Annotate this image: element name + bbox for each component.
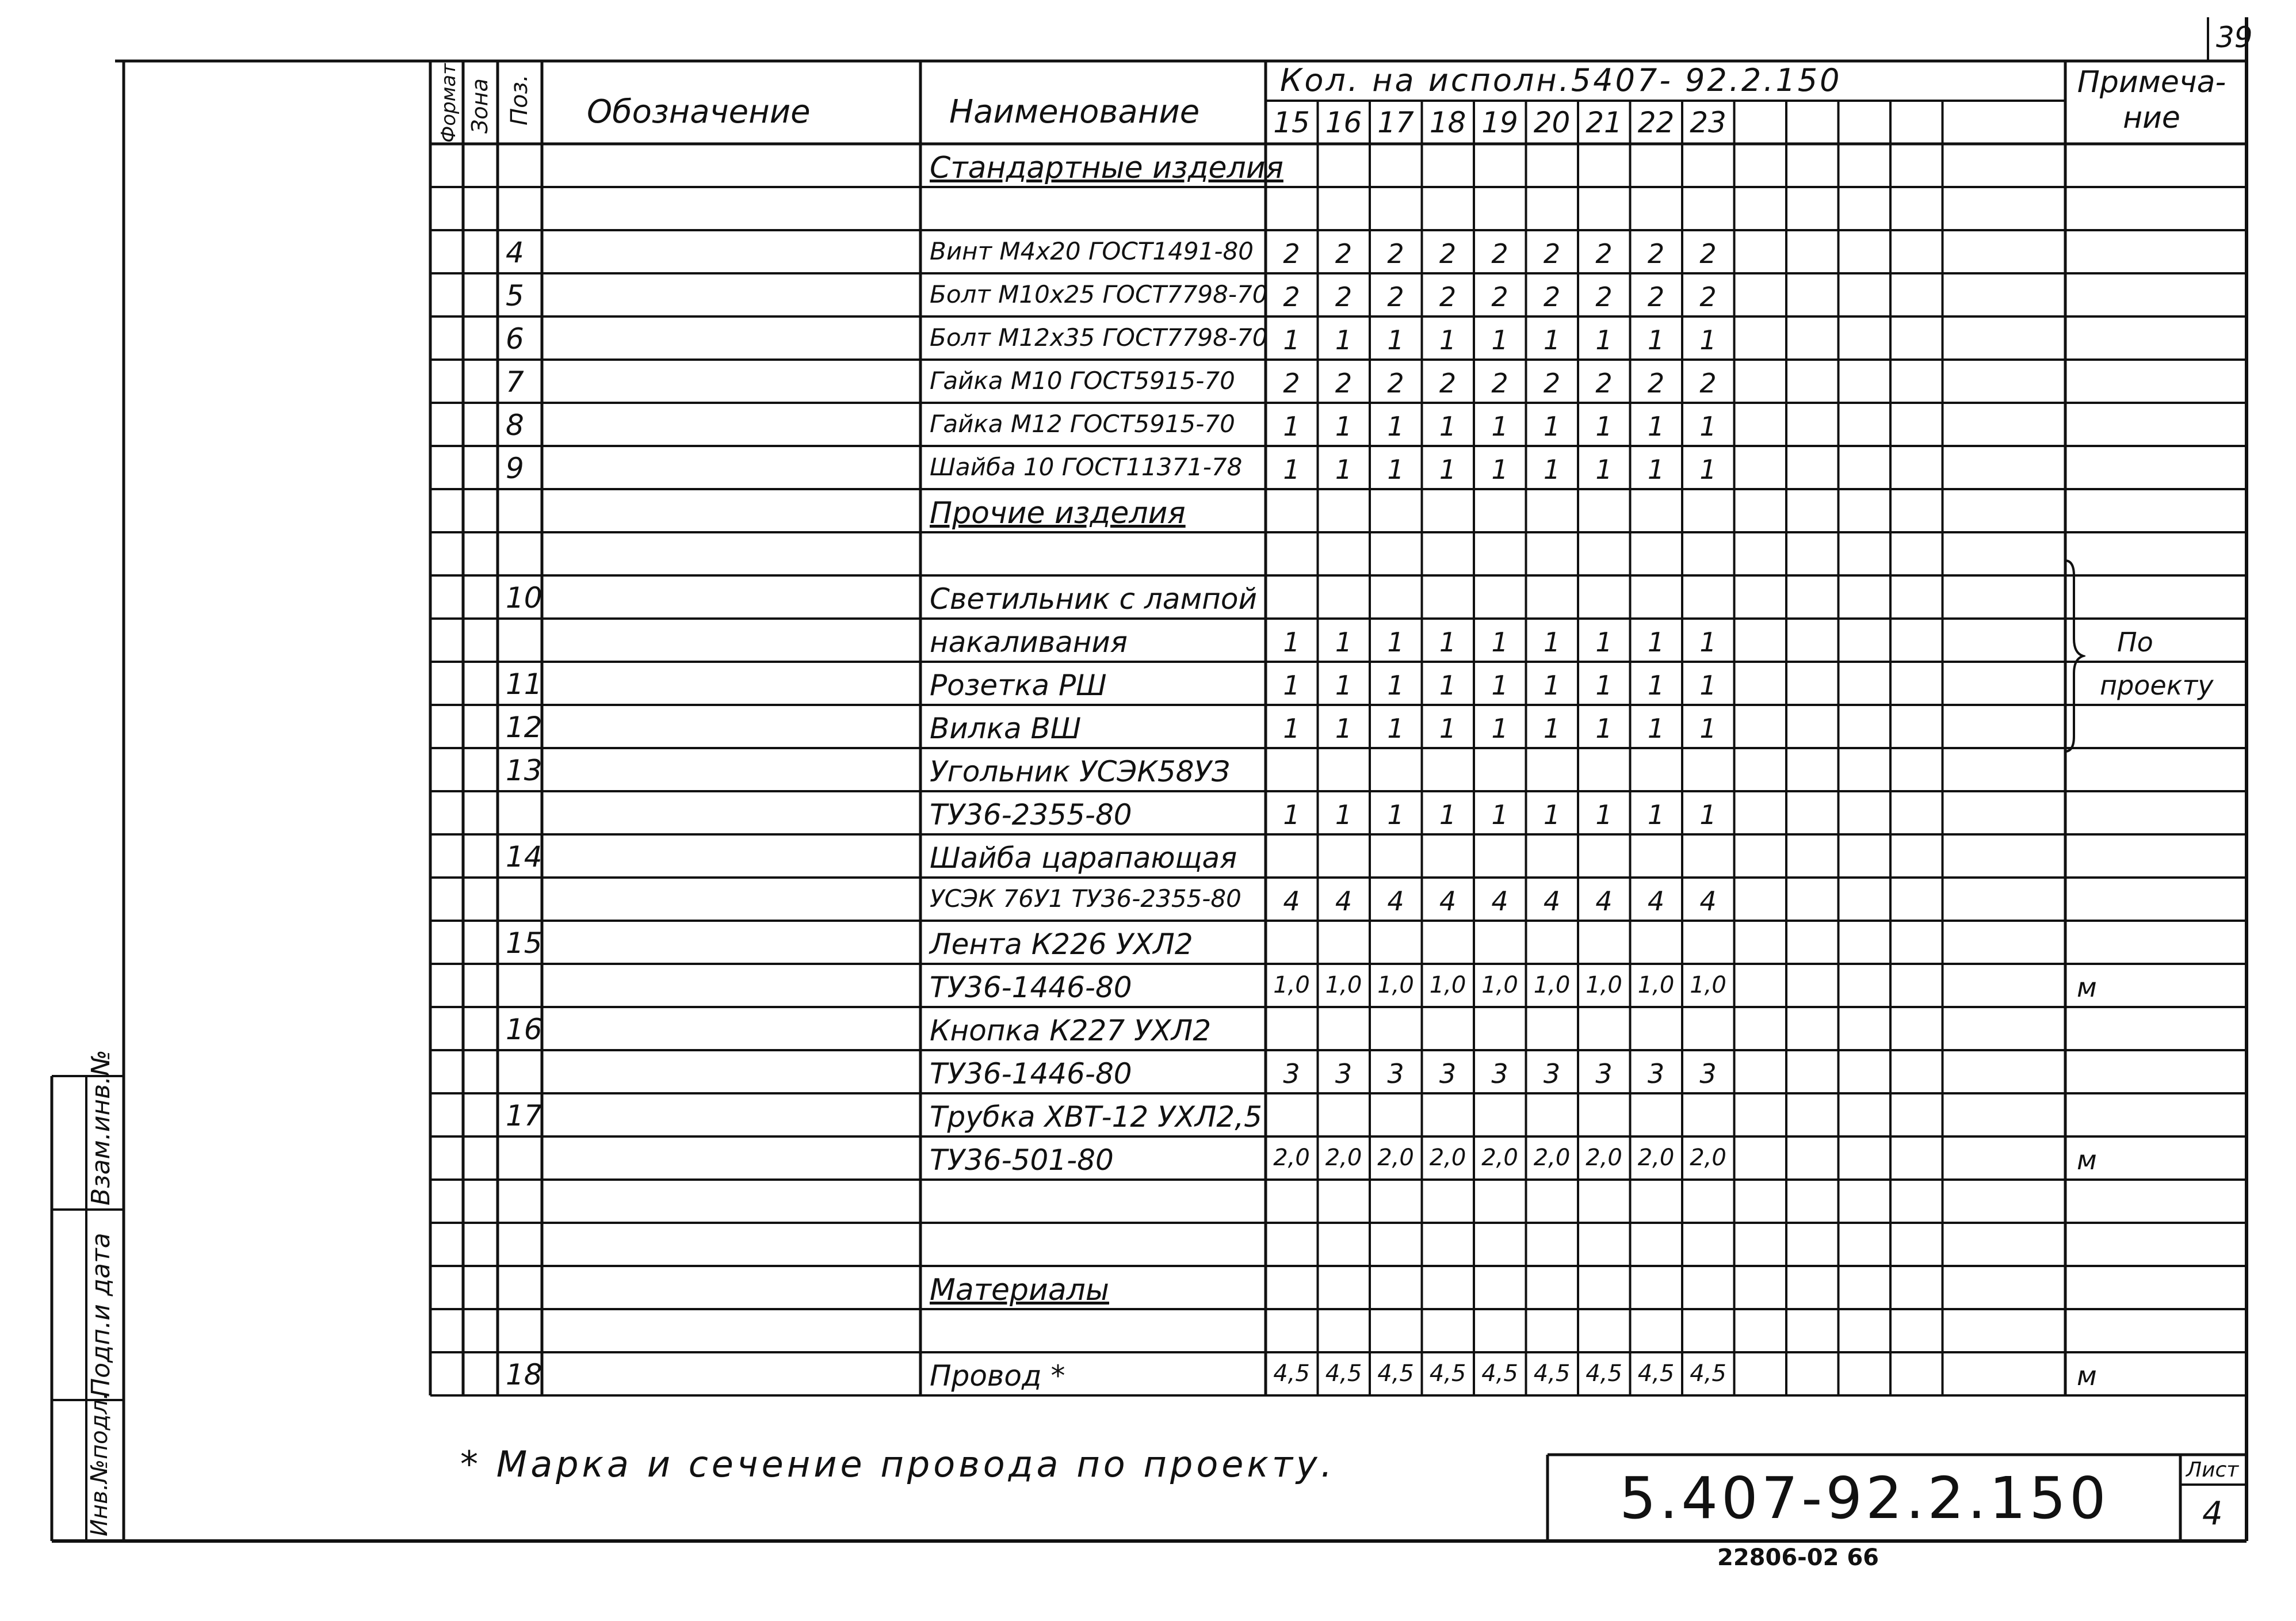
row-name: Гайка М10 ГОСТ5915-70 <box>930 367 1235 395</box>
qty-cell: 1 <box>1491 325 1508 356</box>
header-qty-title: Кол. на исполн.5407- 92.2.150 <box>1280 62 1842 98</box>
header-name: Наименование <box>949 93 1200 131</box>
qty-cell: 2 <box>1595 238 1613 269</box>
qty-cell: 2 <box>1439 238 1457 269</box>
qty-cell: 1 <box>1439 670 1457 701</box>
header-designation: Обозначение <box>587 93 811 131</box>
qty-cell: 1 <box>1699 670 1717 701</box>
qty-cell: 2,0 <box>1429 1145 1466 1171</box>
qty-cell: 2 <box>1647 238 1665 269</box>
row-pos: 7 <box>506 365 524 399</box>
row-note: м <box>2077 1360 2097 1391</box>
qty-cell: 1 <box>1439 799 1457 830</box>
qty-cell: 2,0 <box>1533 1145 1571 1171</box>
header-qty-col-17: 17 <box>1377 106 1414 139</box>
section-heading: Прочие изделия <box>930 496 1186 531</box>
qty-cell: 1 <box>1387 325 1404 356</box>
row-pos: 15 <box>506 926 543 960</box>
footnote: * Марка и сечение провода по проекту. <box>460 1443 1336 1485</box>
header-qty-col-15: 15 <box>1273 106 1310 139</box>
qty-cell: 3 <box>1387 1058 1404 1089</box>
qty-cell: 1 <box>1491 713 1508 744</box>
qty-cell: 1 <box>1647 713 1665 744</box>
qty-cell: 1 <box>1491 454 1508 485</box>
row-pos: 11 <box>506 668 543 701</box>
qty-cell: 1 <box>1595 411 1613 442</box>
qty-cell: 4 <box>1335 886 1353 917</box>
top-sheet-number: 39 <box>2216 21 2253 54</box>
row-name: УСЭК 76У1 ТУ36-2355-80 <box>930 884 1241 913</box>
row-name: Трубка ХВТ-12 УХЛ2,5 <box>930 1100 1262 1134</box>
qty-cell: 1 <box>1491 799 1508 830</box>
qty-cell: 2 <box>1439 368 1457 399</box>
row-pos: 6 <box>506 322 524 356</box>
qty-cell: 2 <box>1387 368 1404 399</box>
row-name: Шайба 10 ГОСТ11371-78 <box>930 453 1243 481</box>
qty-cell: 1 <box>1387 670 1404 701</box>
qty-cell: 1 <box>1335 799 1353 830</box>
group-brace <box>2062 558 2085 754</box>
qty-cell: 4 <box>1439 886 1457 917</box>
qty-cell: 1 <box>1439 325 1457 356</box>
row-name: ТУ36-501-80 <box>930 1143 1114 1177</box>
qty-cell: 1 <box>1491 411 1508 442</box>
qty-cell: 1 <box>1439 454 1457 485</box>
qty-cell: 2 <box>1283 281 1300 312</box>
qty-cell: 2 <box>1595 281 1613 312</box>
stamp-inv-podl: Инв.№подл. <box>86 1392 113 1536</box>
row-pos: 9 <box>506 452 524 485</box>
qty-cell: 2,0 <box>1377 1145 1414 1171</box>
qty-cell: 2,0 <box>1586 1145 1622 1171</box>
qty-cell: 3 <box>1335 1058 1353 1089</box>
header-qty-col-18: 18 <box>1429 106 1466 139</box>
row-pos: 10 <box>506 581 543 615</box>
qty-cell: 1 <box>1595 325 1613 356</box>
qty-cell: 1 <box>1491 627 1508 658</box>
qty-cell: 1 <box>1699 454 1717 485</box>
qty-cell: 1 <box>1387 627 1404 658</box>
row-note: м <box>2077 1145 2097 1176</box>
qty-cell: 1,0 <box>1429 972 1466 998</box>
qty-cell: 2 <box>1543 368 1561 399</box>
qty-cell: 3 <box>1595 1058 1613 1089</box>
qty-cell: 2,0 <box>1273 1145 1310 1171</box>
qty-cell: 1 <box>1543 411 1561 442</box>
qty-cell: 4,5 <box>1533 1360 1571 1387</box>
header-qty-col-16: 16 <box>1325 106 1362 139</box>
stamp-podp-data: Подп.и дата <box>86 1233 116 1397</box>
row-name: ТУ36-1446-80 <box>930 1057 1132 1090</box>
row-name: Кнопка К227 УХЛ2 <box>930 1014 1212 1047</box>
qty-cell: 2 <box>1491 368 1508 399</box>
qty-cell: 1,0 <box>1325 972 1362 998</box>
qty-cell: 1 <box>1283 411 1300 442</box>
row-pos: 5 <box>506 279 524 312</box>
qty-cell: 1 <box>1543 325 1561 356</box>
qty-cell: 4 <box>1595 886 1613 917</box>
row-pos: 4 <box>506 236 524 269</box>
qty-cell: 2 <box>1699 238 1717 269</box>
qty-cell: 1 <box>1595 670 1613 701</box>
qty-cell: 1 <box>1543 670 1561 701</box>
qty-cell: 1 <box>1283 799 1300 830</box>
qty-cell: 3 <box>1491 1058 1508 1089</box>
qty-cell: 1 <box>1283 325 1300 356</box>
header-qty-col-20: 20 <box>1533 106 1571 139</box>
qty-cell: 4 <box>1491 886 1508 917</box>
qty-cell: 1 <box>1439 411 1457 442</box>
row-name: Гайка М12 ГОСТ5915-70 <box>930 410 1235 438</box>
title-sheet-label: Лист <box>2186 1458 2239 1482</box>
qty-cell: 2 <box>1647 281 1665 312</box>
header-notes-text: Примеча-ние <box>2077 65 2226 135</box>
qty-cell: 2 <box>1595 368 1613 399</box>
header-format: Формат <box>437 63 460 143</box>
qty-cell: 3 <box>1439 1058 1457 1089</box>
qty-cell: 1 <box>1595 454 1613 485</box>
row-name: Вилка ВШ <box>930 712 1082 745</box>
qty-cell: 1 <box>1647 325 1665 356</box>
qty-cell: 2 <box>1387 281 1404 312</box>
qty-cell: 2,0 <box>1637 1145 1675 1171</box>
qty-cell: 1 <box>1387 411 1404 442</box>
qty-cell: 1 <box>1387 454 1404 485</box>
row-name: ТУ36-1446-80 <box>930 971 1132 1004</box>
qty-cell: 1 <box>1699 627 1717 658</box>
qty-cell: 1 <box>1335 627 1353 658</box>
qty-cell: 2,0 <box>1690 1145 1726 1171</box>
row-pos: 16 <box>506 1013 543 1046</box>
qty-cell: 1 <box>1595 713 1613 744</box>
qty-cell: 2,0 <box>1481 1145 1518 1171</box>
qty-cell: 4,5 <box>1273 1360 1310 1387</box>
row-pos: 8 <box>506 409 524 442</box>
qty-cell: 3 <box>1543 1058 1561 1089</box>
qty-cell: 2 <box>1647 368 1665 399</box>
qty-cell: 2 <box>1543 238 1561 269</box>
qty-cell: 4 <box>1699 886 1717 917</box>
qty-cell: 1 <box>1595 799 1613 830</box>
qty-cell: 1,0 <box>1637 972 1675 998</box>
qty-cell: 1 <box>1283 454 1300 485</box>
row-pos: 12 <box>506 711 543 744</box>
qty-cell: 1 <box>1543 454 1561 485</box>
header-notes <box>2065 64 2238 136</box>
row-pos: 13 <box>506 754 543 787</box>
qty-cell: 1 <box>1699 713 1717 744</box>
qty-cell: 1 <box>1439 713 1457 744</box>
qty-cell: 3 <box>1699 1058 1717 1089</box>
qty-cell: 2 <box>1335 281 1353 312</box>
qty-cell: 1,0 <box>1533 972 1571 998</box>
qty-cell: 4,5 <box>1377 1360 1414 1387</box>
qty-cell: 1 <box>1647 627 1665 658</box>
row-pos: 18 <box>506 1358 543 1391</box>
row-name: Провод * <box>930 1359 1065 1393</box>
header-qty-col-19: 19 <box>1481 106 1518 139</box>
qty-cell: 4,5 <box>1325 1360 1362 1387</box>
row-note: м <box>2077 972 2097 1003</box>
qty-cell: 2 <box>1387 238 1404 269</box>
qty-cell: 1 <box>1647 670 1665 701</box>
qty-cell: 1 <box>1699 411 1717 442</box>
qty-cell: 2 <box>1439 281 1457 312</box>
qty-cell: 1,0 <box>1690 972 1726 998</box>
header-zone: Зона <box>467 78 492 134</box>
qty-cell: 1,0 <box>1481 972 1518 998</box>
row-pos: 17 <box>506 1099 543 1132</box>
row-name: Светильник с лампой <box>930 582 1257 616</box>
row-note: По <box>2117 627 2153 658</box>
qty-cell: 2 <box>1699 281 1717 312</box>
qty-cell: 4,5 <box>1481 1360 1518 1387</box>
qty-cell: 1,0 <box>1586 972 1622 998</box>
qty-cell: 1 <box>1595 627 1613 658</box>
qty-cell: 1 <box>1699 325 1717 356</box>
qty-cell: 2,0 <box>1325 1145 1362 1171</box>
qty-cell: 4,5 <box>1637 1360 1675 1387</box>
header-qty-col-21: 21 <box>1586 106 1622 139</box>
header-pos: Поз. <box>506 74 533 125</box>
qty-cell: 4 <box>1647 886 1665 917</box>
qty-cell: 2 <box>1335 238 1353 269</box>
qty-cell: 1 <box>1335 454 1353 485</box>
qty-cell: 1 <box>1543 627 1561 658</box>
header-qty-col-22: 22 <box>1637 106 1675 139</box>
qty-cell: 1 <box>1387 713 1404 744</box>
qty-cell: 2 <box>1283 238 1300 269</box>
qty-cell: 2 <box>1491 238 1508 269</box>
qty-cell: 1 <box>1491 670 1508 701</box>
qty-cell: 2 <box>1335 368 1353 399</box>
qty-cell: 1 <box>1647 454 1665 485</box>
qty-cell: 1 <box>1335 670 1353 701</box>
qty-cell: 1 <box>1335 713 1353 744</box>
qty-cell: 1 <box>1647 411 1665 442</box>
qty-cell: 1 <box>1543 713 1561 744</box>
qty-cell: 1 <box>1335 325 1353 356</box>
qty-cell: 1,0 <box>1377 972 1414 998</box>
section-heading: Стандартные изделия <box>930 151 1283 185</box>
qty-cell: 4 <box>1283 886 1300 917</box>
qty-cell: 2 <box>1699 368 1717 399</box>
row-name: Винт М4х20 ГОСТ1491-80 <box>930 237 1254 265</box>
qty-cell: 4 <box>1387 886 1404 917</box>
row-name: Лента К226 УХЛ2 <box>930 928 1193 961</box>
row-name: Болт М10х25 ГОСТ7798-70 <box>930 280 1268 308</box>
qty-cell: 4,5 <box>1586 1360 1622 1387</box>
qty-cell: 1 <box>1647 799 1665 830</box>
qty-cell: 1 <box>1283 713 1300 744</box>
row-name: накаливания <box>930 625 1128 659</box>
title-sheet-number: 4 <box>2202 1495 2223 1532</box>
qty-cell: 2 <box>1491 281 1508 312</box>
stamp-vzam-inv: Взам.инв.№ <box>86 1050 116 1206</box>
qty-cell: 1 <box>1699 799 1717 830</box>
row-name: Угольник УСЭК58УЗ <box>930 755 1230 788</box>
qty-cell: 2 <box>1543 281 1561 312</box>
section-heading: Материалы <box>930 1273 1109 1307</box>
qty-cell: 2 <box>1283 368 1300 399</box>
row-note: проекту <box>2100 670 2214 701</box>
qty-cell: 1 <box>1543 799 1561 830</box>
qty-cell: 4 <box>1543 886 1561 917</box>
row-pos: 14 <box>506 840 543 874</box>
qty-cell: 1 <box>1283 670 1300 701</box>
qty-cell: 1 <box>1387 799 1404 830</box>
qty-cell: 3 <box>1283 1058 1300 1089</box>
title-designation: 5.407-92.2.150 <box>1619 1464 2110 1532</box>
qty-cell: 1 <box>1439 627 1457 658</box>
qty-cell: 3 <box>1647 1058 1665 1089</box>
row-name: Розетка РШ <box>930 669 1107 702</box>
header-qty-col-23: 23 <box>1690 106 1726 139</box>
qty-cell: 4,5 <box>1690 1360 1726 1387</box>
row-name: Болт М12х35 ГОСТ7798-70 <box>930 323 1268 352</box>
qty-cell: 4,5 <box>1429 1360 1466 1387</box>
qty-cell: 1,0 <box>1273 972 1310 998</box>
row-name: ТУ36-2355-80 <box>930 798 1132 832</box>
bottom-code: 22806-02 66 <box>1717 1544 1879 1571</box>
qty-cell: 1 <box>1335 411 1353 442</box>
row-name: Шайба царапающая <box>930 841 1237 875</box>
qty-cell: 1 <box>1283 627 1300 658</box>
